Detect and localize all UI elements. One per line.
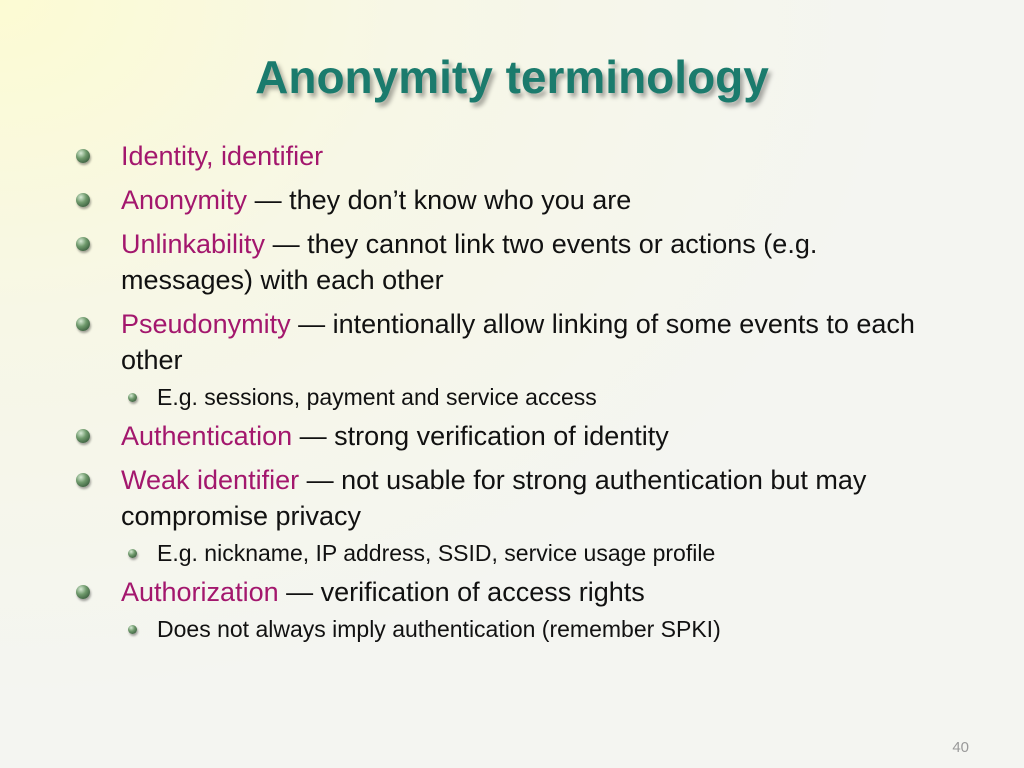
sub-item-text: Does not always imply authentication (remember SPKI): [157, 616, 721, 642]
term-definition: — they cannot link two events or actions (e.g. messages) with each other: [121, 229, 818, 295]
term-definition: — verification of access rights: [278, 577, 645, 607]
sphere-bullet-icon: [76, 193, 90, 207]
term-label: Unlinkability: [121, 229, 266, 259]
sphere-bullet-icon: [76, 237, 90, 251]
sphere-bullet-icon: [76, 149, 90, 163]
slide-title: Anonymity terminology: [255, 51, 769, 103]
list-item-pseudonymity: [72, 306, 952, 378]
list-item-authentication: [72, 418, 952, 454]
list-item-authorization: [72, 574, 952, 610]
sphere-bullet-icon: [128, 393, 137, 402]
term-label: Anonymity: [121, 185, 248, 215]
list-item-unlinkability: [72, 226, 952, 298]
list-item-weak-identifier: [72, 462, 952, 534]
term-label: Authorization: [121, 577, 279, 607]
sphere-bullet-icon: [128, 549, 137, 558]
term-definition: — intentionally allow linking of some events to each other: [121, 309, 915, 375]
page-number: 40: [952, 739, 969, 756]
term-label: Identity, identifier: [121, 141, 324, 171]
list-item-identity: [72, 138, 952, 174]
sub-item-text: E.g. nickname, IP address, SSID, service usage profile: [157, 540, 716, 566]
term-definition: — strong verification of identity: [292, 421, 669, 451]
term-label: Authentication: [121, 421, 293, 451]
term-definition: — not usable for strong authentication but may compromise privacy: [121, 465, 867, 531]
sphere-bullet-icon: [76, 585, 90, 599]
sub-item-authorization-note: [72, 614, 952, 644]
sphere-bullet-icon: [76, 429, 90, 443]
term-definition: — they don’t know who you are: [247, 185, 632, 215]
bullet-list: [72, 138, 952, 650]
sub-item-pseudonymity-example: [72, 382, 952, 412]
sphere-bullet-icon: [128, 625, 137, 634]
term-label: Pseudonymity: [121, 309, 291, 339]
list-item-anonymity: [72, 182, 952, 218]
sphere-bullet-icon: [76, 473, 90, 487]
term-label: Weak identifier: [121, 465, 300, 495]
sphere-bullet-icon: [76, 317, 90, 331]
sub-item-weak-identifier-example: [72, 538, 952, 568]
sub-item-text: E.g. sessions, payment and service access: [157, 384, 597, 410]
